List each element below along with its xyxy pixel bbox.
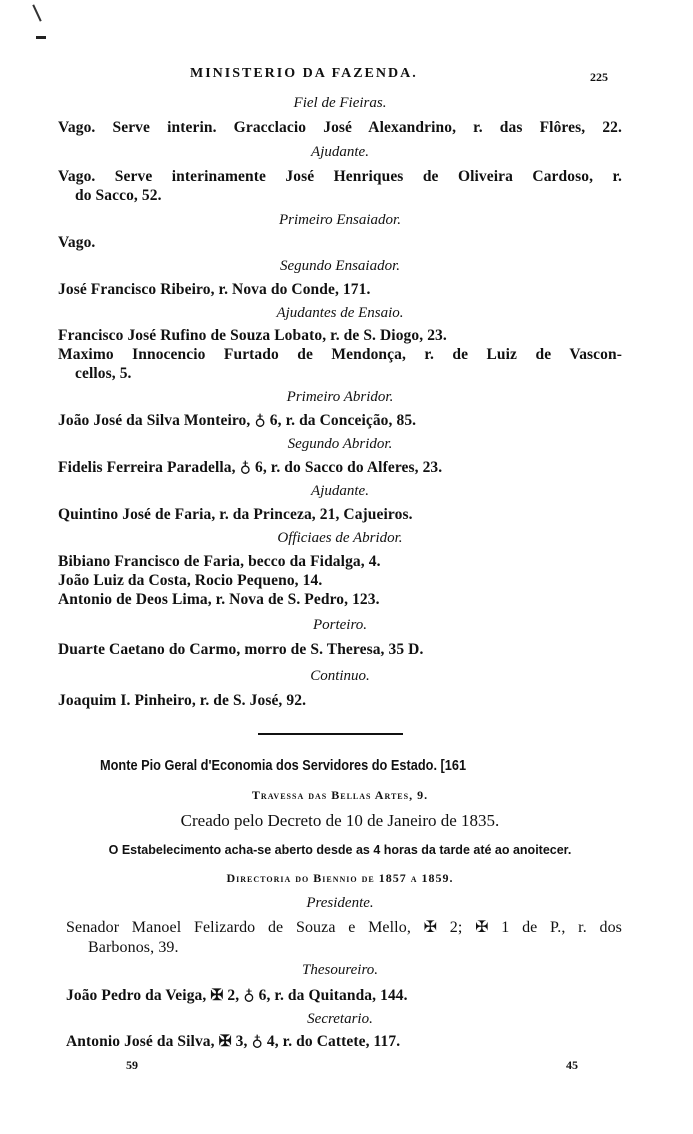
entry-line: Francisco José Rufino de Souza Lobato, r. de S. Diogo, 23.	[58, 327, 447, 344]
section-heading: Primeiro Abridor.	[286, 389, 394, 405]
section-heading: Segundo Abridor.	[287, 436, 393, 452]
entry-line: Vago. Serve interin. Gracclacio José Alexandrino, r. das Flôres, 22.	[58, 119, 622, 136]
scan-mark	[36, 36, 46, 39]
opening-hours: O Estabelecimento acha-se aberto desde as 4 horas da tarde até ao anoitecer.	[108, 843, 572, 857]
section-heading: Continuo.	[310, 668, 370, 684]
signature-mark-left: 59	[126, 1058, 138, 1072]
entry-line: cellos, 5.	[75, 365, 132, 382]
page-number: 225	[590, 70, 608, 84]
section-heading: Segundo Ensaiador.	[280, 258, 400, 274]
entry-line: Vago.	[58, 234, 96, 251]
section-heading: Ajudante.	[311, 144, 369, 160]
section-heading: Fiel de Fieiras.	[293, 95, 387, 111]
entry-line: Quintino José de Faria, r. da Princeza, 21, Cajueiros.	[58, 506, 413, 523]
entry-line: José Francisco Ribeiro, r. Nova do Conde, 171.	[58, 281, 371, 298]
section-heading: Porteiro.	[312, 617, 368, 633]
entry-line: João Luiz da Costa, Rocio Pequeno, 14.	[58, 572, 323, 589]
section-heading: Officiaes de Abridor.	[277, 530, 403, 546]
entry-line: Maximo Innocencio Furtado de Mendonça, r. de Luiz de Vascon-	[58, 346, 622, 363]
entry-line: Joaquim I. Pinheiro, r. de S. José, 92.	[58, 692, 307, 709]
entry-line: Senador Manoel Felizardo de Souza e Mello, ✠ 2; ✠ 1 de P., r. dos	[66, 919, 622, 936]
entry-line: do Sacco, 52.	[75, 187, 162, 204]
institution-address: Travessa das Bellas Artes, 9.	[251, 788, 429, 802]
signature-mark-right: 45	[566, 1058, 578, 1072]
section-heading: Thesoureiro.	[302, 962, 378, 978]
scan-mark	[32, 4, 41, 21]
institution-title: Monte Pio Geral d'Economia dos Servidores do Estado. [161	[100, 758, 467, 774]
entry-line: Antonio de Deos Lima, r. Nova de S. Pedro, 123.	[58, 591, 380, 608]
entry-line: João José da Silva Monteiro, ♁ 6, r. da Conceição, 85.	[58, 412, 417, 429]
entry-line: Duarte Caetano do Carmo, morro de S. Theresa, 35 D.	[58, 641, 424, 658]
section-heading: Secretario.	[307, 1011, 373, 1027]
entry-line: João Pedro da Veiga, ✠ 2, ♁ 6, r. da Quitanda, 144.	[66, 987, 408, 1004]
entry-line: Antonio José da Silva, ✠ 3, ♁ 4, r. do Cattete, 117.	[66, 1033, 401, 1050]
section-heading: Primeiro Ensaiador.	[279, 212, 401, 228]
section-heading: Ajudante.	[311, 483, 369, 499]
entry-line: Vago. Serve interinamente José Henriques de Oliveira Cardoso, r.	[58, 168, 622, 185]
entry-line: Barbonos, 39.	[88, 939, 179, 956]
section-heading: Presidente.	[306, 895, 374, 911]
section-divider	[258, 733, 403, 735]
entry-line: Bibiano Francisco de Faria, becco da Fidalga, 4.	[58, 553, 381, 570]
entry-line: Fidelis Ferreira Paradella, ♁ 6, r. do Sacco do Alferes, 23.	[58, 459, 443, 476]
section-heading: Ajudantes de Ensaio.	[276, 305, 404, 321]
directoria-heading: Directoria do Biennio de 1857 a 1859.	[226, 871, 454, 885]
running-head: MINISTERIO DA FAZENDA.	[190, 66, 418, 81]
creation-note: Creado pelo Decreto de 10 de Janeiro de 1835.	[180, 811, 500, 830]
